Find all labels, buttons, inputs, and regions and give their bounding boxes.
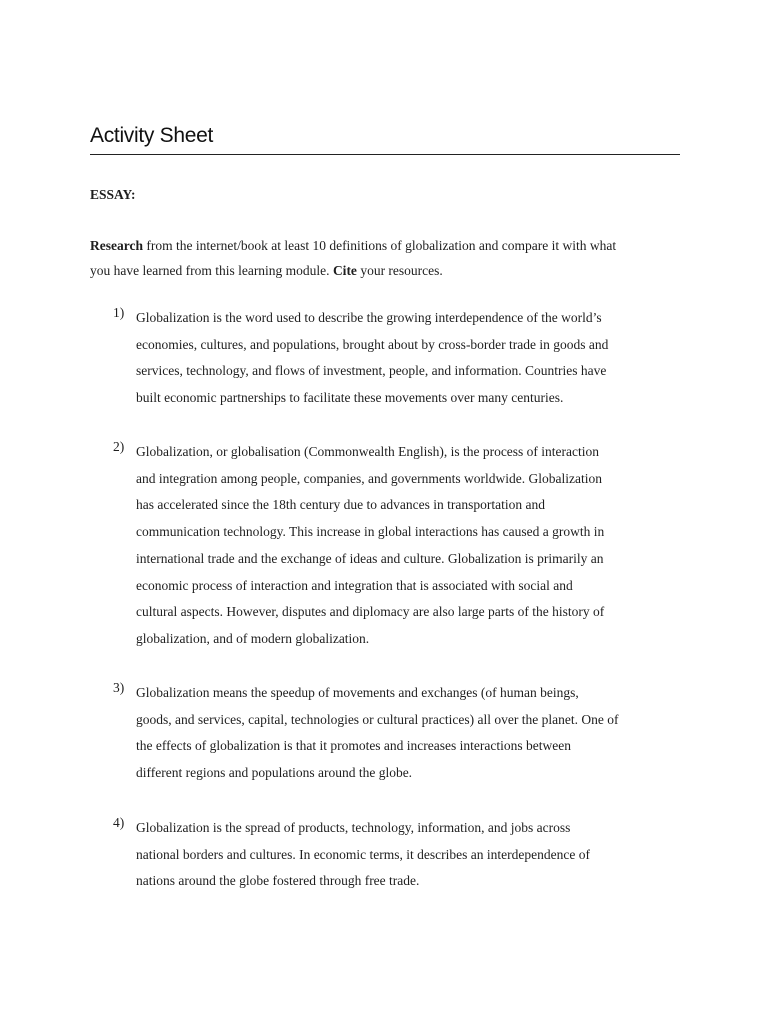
intro-line-1	[90, 233, 690, 258]
list-item-line: economies, cultures, and populations, brought about by cross-border trade in goods and	[136, 336, 609, 352]
intro-lead-rest: from the internet/book at least 10 definitions of globalization and compare it with what	[143, 238, 617, 253]
list-item-line: national borders and cultures. In economic terms, it describes an interdependence of	[136, 846, 590, 862]
list-item-number: 3)	[113, 680, 125, 695]
intro-line2-end: your resources.	[356, 263, 443, 278]
list-item-line: different regions and populations around the globe.	[136, 765, 413, 781]
list-item-line: goods, and services, capital, technologies or cultural practices) all over the planet. One of	[136, 711, 619, 727]
list-item-line: cultural aspects. However, disputes and diplomacy are also large parts of the history of	[136, 604, 605, 620]
intro-line2-start: you have learned from this learning module.	[90, 263, 333, 278]
list-item-text	[136, 680, 696, 787]
list-item-line: nations around the globe fostered through free trade.	[136, 873, 420, 889]
list-item-number: 4)	[113, 815, 125, 830]
list-item-line: Globalization means the speedup of movements and exchanges (of human beings,	[136, 685, 579, 700]
intro-line-2	[90, 258, 690, 283]
intro-paragraph	[90, 233, 690, 283]
list-item-line: globalization, and of modern globalization.	[136, 630, 370, 646]
list-item-line: Globalization, or globalisation (Commonwealth English), is the process of interaction	[136, 444, 600, 459]
intro-bold-cite: Cite	[332, 263, 357, 278]
page-title: Activity Sheet	[90, 124, 214, 147]
list-item-line: economic process of interaction and integration that is associated with social and	[136, 577, 573, 593]
list-item-number: 2)	[113, 439, 125, 454]
list-item-line: and integration among people, companies, and governments worldwide. Globalization	[136, 470, 603, 486]
list-item-text	[136, 439, 696, 653]
title-underline	[90, 154, 680, 155]
list-item-text	[136, 815, 696, 895]
list-item-line: Globalization is the spread of products, technology, information, and jobs across	[136, 820, 571, 835]
intro-bold-research: Research	[90, 238, 143, 253]
list-item-text	[136, 305, 696, 412]
list-item-number: 1)	[113, 305, 125, 320]
list-item-line: international trade and the exchange of ideas and culture. Globalization is primarily an	[136, 550, 604, 566]
list-item-line: communication technology. This increase in global interactions has caused a growth in	[136, 524, 605, 540]
list-item-line: services, technology, and flows of investment, people, and information. Countries have	[136, 363, 607, 379]
list-item-line: the effects of globalization is that it promotes and increases interactions between	[136, 738, 571, 754]
list-item-line: built economic partnerships to facilitate these movements over many centuries.	[136, 390, 564, 406]
section-label: ESSAY:	[90, 187, 136, 202]
list-item-line: has accelerated since the 18th century due to advances in transportation and	[136, 497, 545, 513]
list-item-line: Globalization is the word used to describe the growing interdependence of the world’s	[136, 310, 602, 325]
